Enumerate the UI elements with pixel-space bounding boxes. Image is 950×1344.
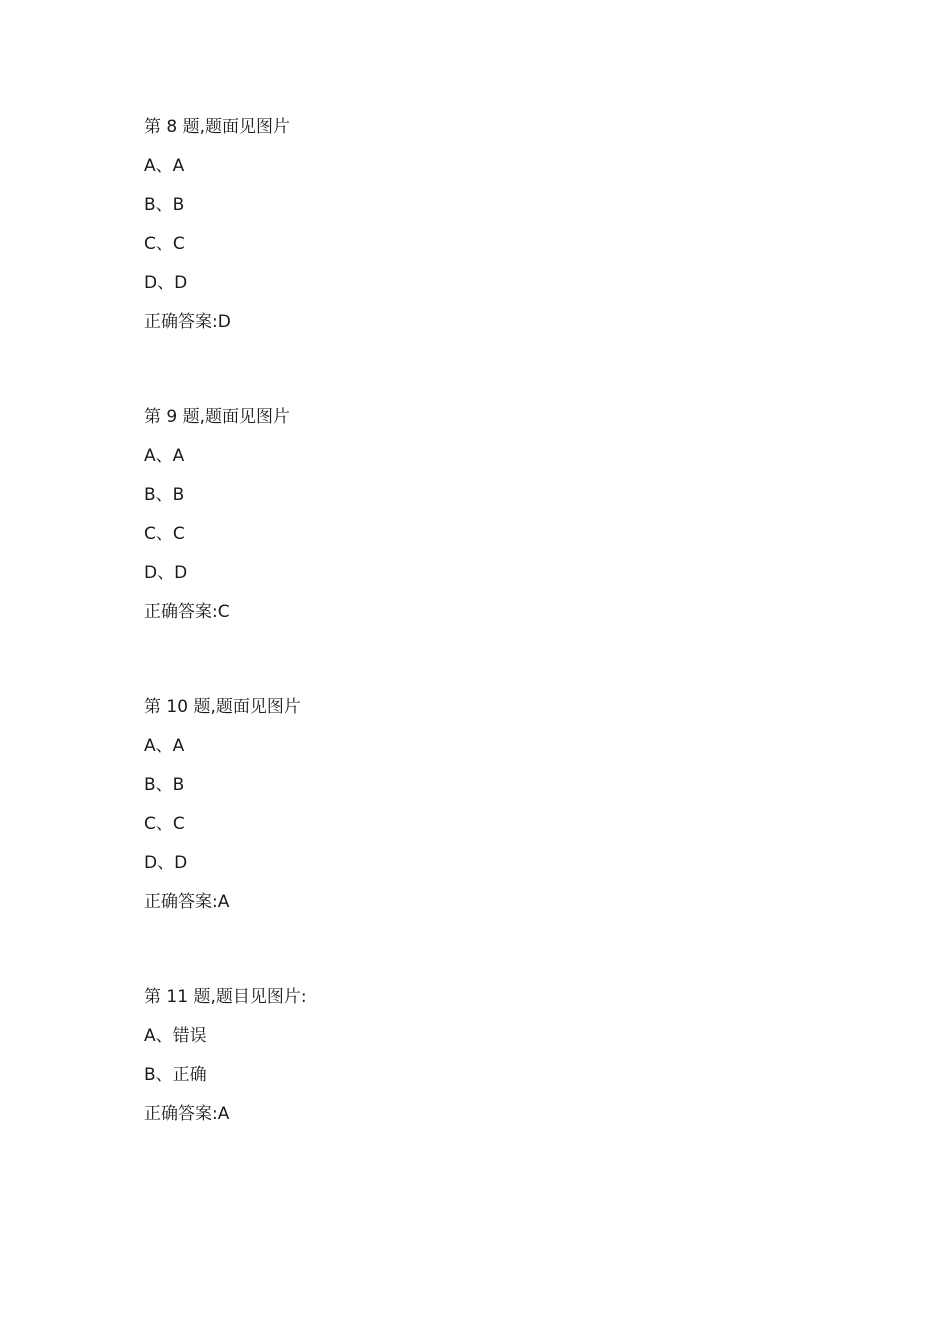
correct-answer: 正确答案:D: [144, 312, 231, 332]
question-8: [144, 116, 844, 333]
option-d: D、D: [144, 853, 188, 873]
question-title: 第 8 题,题面见图片: [144, 117, 291, 137]
option-b: B、B: [144, 195, 185, 215]
option-d: D、D: [144, 273, 188, 293]
option-a: A、A: [144, 736, 185, 756]
correct-answer: 正确答案:A: [144, 892, 230, 912]
question-title: 第 10 题,题面见图片: [144, 697, 301, 717]
document-page: [144, 116, 844, 1198]
option-a: A、A: [144, 446, 185, 466]
option-b: B、B: [144, 485, 185, 505]
question-9: [144, 406, 844, 623]
question-10: [144, 696, 844, 913]
question-title: 第 11 题,题目见图片:: [144, 987, 307, 1007]
option-c: C、C: [144, 524, 185, 544]
option-b: B、B: [144, 775, 185, 795]
option-a: A、A: [144, 156, 185, 176]
option-b: B、正确: [144, 1065, 207, 1085]
correct-answer: 正确答案:C: [144, 602, 230, 622]
question-title: 第 9 题,题面见图片: [144, 407, 291, 427]
option-d: D、D: [144, 563, 188, 583]
option-a: A、错误: [144, 1026, 207, 1046]
option-c: C、C: [144, 814, 185, 834]
correct-answer: 正确答案:A: [144, 1104, 230, 1124]
question-11: [144, 986, 844, 1125]
option-c: C、C: [144, 234, 185, 254]
